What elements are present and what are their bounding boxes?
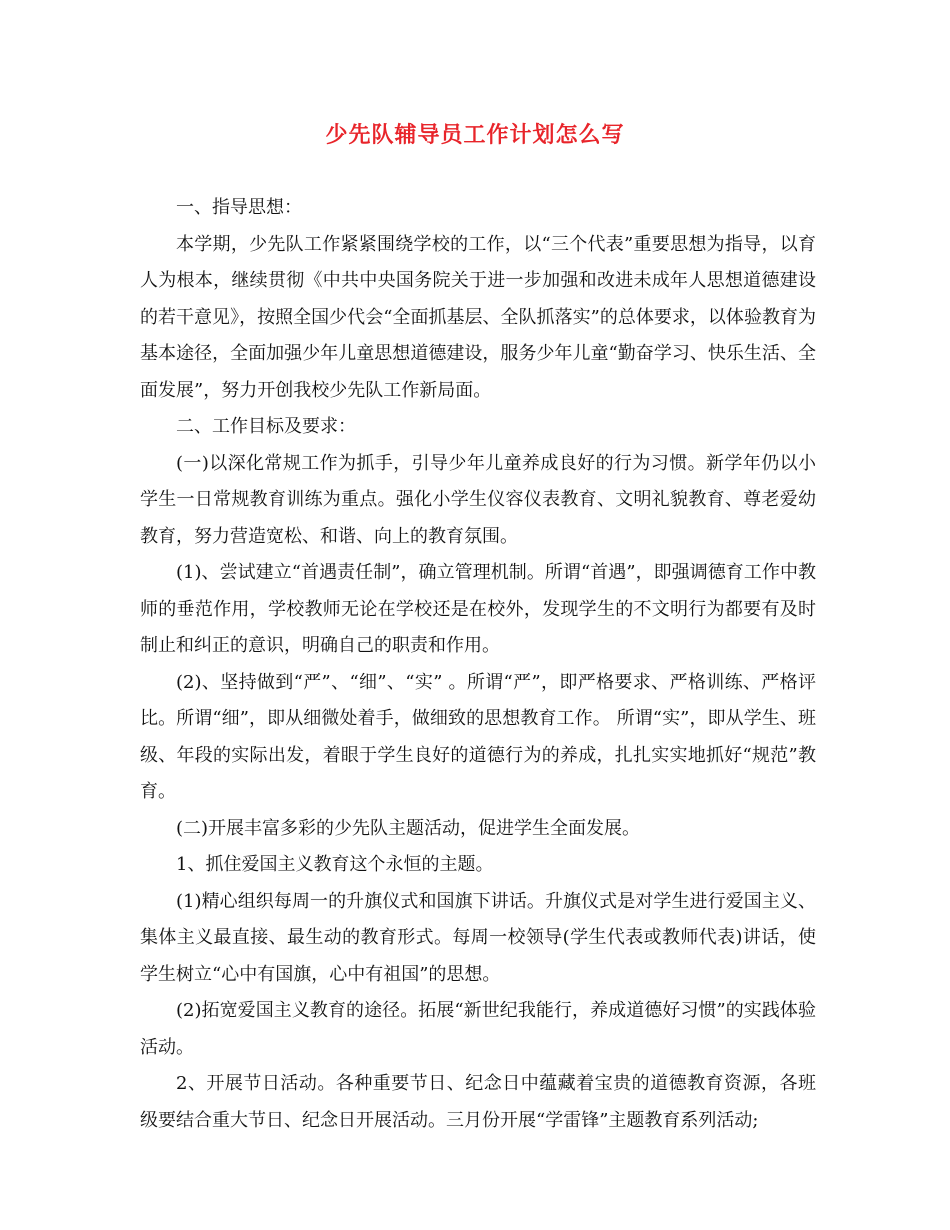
document-title: 少先队辅导员工作计划怎么写 <box>325 122 625 148</box>
paragraph-guiding-ideology: 本学期，少先队工作紧紧围绕学校的工作，以“三个代表”重要思想为指导，以育人为根本，继续贯彻《中共中央国务院关于进一步加强和改进未成年人思想道德建设的若干意见》，按照全国少代会“全面抓基层、全队抓落实”的总体要求，以体验教育为基本途径，全面加强少年儿童思想道德建设，服务少年儿童“勤奋学习、快乐生活、全面发展”，努力开创我校少先队工作新局面。 <box>140 233 816 401</box>
paragraph-routine-work: (一)以深化常规工作为抓手，引导少年儿童养成良好的行为习惯。新学年仍以小学生一日常规教育训练为重点。强化小学生仪容仪表教育、文明礼貌教育、尊老爱幼教育，努力营造宽松、和谐、向上的教育氛围。 <box>140 452 816 547</box>
paragraph-flag-ceremony: (1)精心组织每周一的升旗仪式和国旗下讲话。升旗仪式是对学生进行爱国主义、集体主义最直接、最生动的教育形式。每周一校领导(学生代表或教师代表)讲话，使学生树立“心中有国旗，心中有祖国”的思想。 <box>140 890 816 985</box>
document-body <box>140 190 816 1139</box>
paragraph-goals-heading: 二、工作目标及要求： <box>176 416 356 437</box>
paragraph-patriotism-channels: (2)拓宽爱国主义教育的途径。拓展“新世纪我能行，养成道德好习惯”的实践体验活动。 <box>140 1000 816 1058</box>
paragraph-festival-activities: 2、开展节日活动。各种重要节日、纪念日中蕴藏着宝贵的道德教育资源，各班级要结合重大节日、纪念日开展活动。三月份开展“学雷锋”主题教育系列活动; <box>140 1073 816 1131</box>
paragraph-themed-activities: (二)开展丰富多彩的少先队主题活动，促进学生全面发展。 <box>176 817 641 839</box>
paragraph-patriotism-theme: 1、抓住爱国主义教育这个永恒的主题。 <box>176 854 494 875</box>
paragraph-guiding-ideology-heading: 一、指导思想： <box>176 197 302 218</box>
paragraph-first-encounter-responsibility: (1)、尝试建立“首遇责任制”，确立管理机制。所谓“首遇”，即强调德育工作中教师的垂范作用，学校教师无论在学校还是在校外，发现学生的不文明行为都要有及时制止和纠正的意识，明确自己的职责和作用。 <box>140 562 816 656</box>
paragraph-strict-detailed-practical: (2)、坚持做到“严”、“细”、“实” 。所谓“严”，即严格要求、严格训练、严格评比。所谓“细”，即从细微处着手，做细致的思想教育工作。 所谓“实”，即从学生、班级、年段的实际出发，着眼于学生良好的道德行为的养成，扎扎实实地抓好“规范”教育。 <box>140 671 816 802</box>
